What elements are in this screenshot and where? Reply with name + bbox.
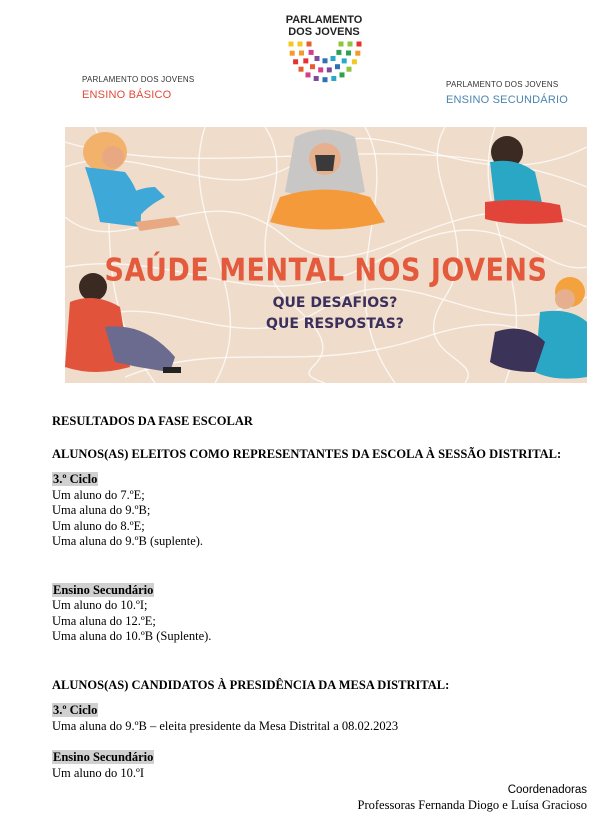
logo-square	[298, 42, 303, 47]
logo-square	[323, 77, 328, 82]
logo-square	[348, 42, 353, 47]
logo-line-2: DOS JOVENS	[288, 26, 360, 38]
list-item: Um aluno do 8.ºE;	[52, 519, 145, 533]
signature-title: Coordenadoras	[507, 784, 587, 796]
logo-square	[323, 58, 328, 63]
list-item: Uma aluna do 9.ºB;	[52, 503, 151, 517]
figure-hoodie-center	[270, 130, 385, 230]
logo-square	[346, 51, 351, 56]
list-item: Um aluno do 7.ºE;	[52, 488, 145, 502]
logo-square	[290, 51, 295, 56]
banner	[65, 127, 587, 383]
figure-girl-top-right	[485, 136, 563, 224]
logo-square	[352, 59, 357, 64]
logo-square	[299, 51, 304, 56]
logo-square	[306, 72, 311, 77]
list-item: Uma aluna do 10.ºB (Suplente).	[52, 629, 212, 643]
logo-square	[342, 58, 347, 63]
logo-square	[293, 59, 298, 64]
figure-girl-bottom-right	[490, 277, 587, 379]
header-left-big: ENSINO BÁSICO	[82, 89, 172, 101]
signature-names: Professoras Fernanda Diogo e Luísa Gracioso	[357, 798, 587, 812]
elected-sec-label: Ensino Secundário	[53, 583, 154, 597]
parliament-logo-icon	[287, 40, 363, 84]
logo-square	[289, 42, 294, 47]
list-item: Uma aluna do 12.ºE;	[52, 614, 156, 628]
header-ensino-basico	[82, 75, 194, 101]
header-right-small: PARLAMENTO DOS JOVENS	[446, 80, 559, 89]
list-item: Um aluno do 10.ºI;	[52, 598, 148, 612]
logo-square	[315, 56, 320, 61]
list-item: Uma aluna do 9.ºB (suplente).	[52, 534, 204, 548]
header-left-small: PARLAMENTO DOS JOVENS	[82, 75, 195, 84]
header-right-big: ENSINO SECUNDÁRIO	[446, 94, 568, 106]
list-item: Um aluno do 10.ºI	[52, 766, 145, 780]
logo-square	[340, 72, 345, 77]
elected-title: ALUNOS(AS) ELEITOS COMO REPRESENTANTES DA ESCOLA À SESSÃO DISTRITAL:	[52, 447, 562, 461]
logo-square	[310, 64, 315, 69]
logo-square	[303, 58, 308, 63]
logo-square	[331, 56, 336, 61]
logo-square	[347, 67, 352, 72]
figure-girl-top-left	[83, 132, 180, 231]
logo-square	[357, 42, 362, 47]
logo-square	[299, 67, 304, 72]
logo-square	[309, 50, 314, 55]
logo-title	[283, 14, 365, 38]
logo-square	[327, 67, 332, 72]
elected-ciclo-label: 3.º Ciclo	[53, 472, 98, 486]
banner-subtitle-2: QUE RESPOSTAS?	[266, 316, 404, 332]
candidates-ciclo-label: 3.º Ciclo	[53, 703, 98, 717]
candidates-sec-label: Ensino Secundário	[53, 750, 154, 764]
logo-square	[318, 67, 323, 72]
logo-square	[335, 64, 340, 69]
banner-title: SAÚDE MENTAL NOS JOVENS	[104, 252, 548, 289]
header-ensino-secundario	[446, 80, 568, 106]
list-item: Uma aluna do 9.ºB – eleita presidente da Mesa Distrital a 08.02.2023	[52, 719, 399, 733]
candidates-title: ALUNOS(AS) CANDIDATOS À PRESIDÊNCIA DA MESA DISTRITAL:	[52, 678, 450, 692]
logo-square	[355, 51, 360, 56]
logo-square	[307, 42, 312, 47]
logo-square	[331, 76, 336, 81]
banner-subtitle-1: QUE DESAFIOS?	[272, 295, 398, 311]
logo-square	[314, 76, 319, 81]
results-title: RESULTADOS DA FASE ESCOLAR	[52, 414, 253, 428]
logo-square	[336, 50, 341, 55]
logo-square	[339, 42, 344, 47]
logo-line-1: PARLAMENTO	[285, 14, 363, 26]
